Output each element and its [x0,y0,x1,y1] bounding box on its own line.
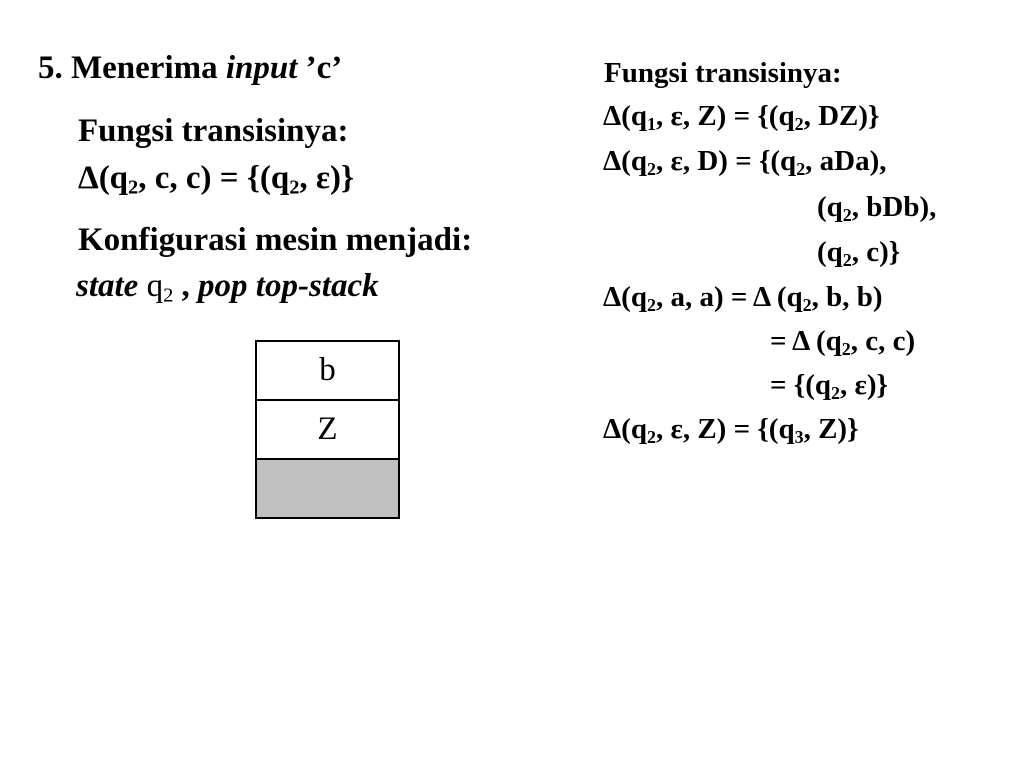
transition-formula: $\Delta(q_2$, c, $c) = \{(q_2$, ε)} [78,160,355,199]
stack-cell-middle: Z [257,401,398,460]
transition-line-3: ($q_2$, bDb), [817,191,937,226]
stack-cell-bottom [257,460,398,517]
transition-line-8: $\Delta(q_2$, ε, $Z) = \{(q_3$, Z)} [603,413,859,448]
transition-line-4: ($q_2$, c)} [817,236,901,271]
transition-line-6: = Δ ($q_2$, c, c) [770,325,916,360]
transition-line-5: $\Delta(q_2$, a, a) = Δ ($q_2$, b, b) [603,281,883,316]
section-heading: 5. Menerima input ’c’ [38,50,343,86]
configuration-label: Konfigurasi mesin menjadi: [78,222,473,258]
right-title: Fungsi transisinya: [604,57,842,89]
stack-diagram [255,340,400,519]
transition-line-1: $\Delta(q_1$, ε, $Z) = \{(q_2$, DZ)} [603,100,880,135]
transition-line-7: = {($q_2$, ε)} [770,369,888,404]
stack-cell-top: b [257,342,398,401]
heading-input-word: input [225,50,298,86]
transition-label: Fungsi transisinya: [78,113,349,149]
transition-line-2: $\Delta(q_2$, ε, $D) = \{(q_2$, aDa), [603,145,887,180]
configuration-state: state $q_2$ , pop top-stack [76,268,379,307]
